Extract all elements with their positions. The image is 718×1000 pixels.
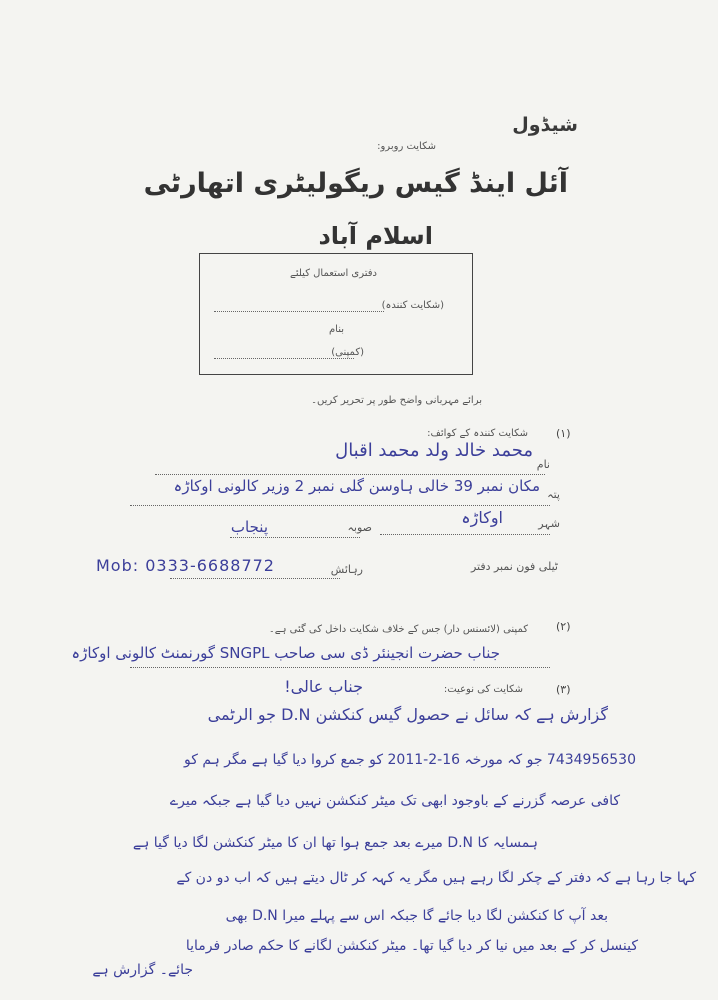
section1-label: شکایت کنندہ کے کوائف: (427, 428, 528, 439)
office-use-box (199, 253, 473, 375)
complaint-line-1: گزارش ہے کہ سائل نے حصول گیس کنکشن D.N جو الرٹمی (207, 705, 608, 724)
section2-number: (۲) (556, 620, 571, 633)
authority-title: آئل اینڈ گیس ریگولیٹری اتھارٹی (143, 168, 568, 199)
subject-to-label: شکایت روبرو: (377, 141, 436, 152)
city-dotted-line (380, 533, 550, 535)
complainant-dotted-line (214, 310, 384, 312)
complaint-line-4: ہمسایہ کا D.N میرے بعد جمع ہوا تھا ان کا میٹر کنکشن لگا دیا گیا ہے (132, 835, 538, 851)
salutation: جناب عالی! (284, 677, 363, 696)
phone-office-label: ٹیلی فون نمبر دفتر (470, 560, 558, 573)
city-title: اسلام آباد (318, 222, 433, 250)
complaint-line-7: کینسل کر کے بعد میں نیا کر دیا گیا تھا۔ میٹر کنکشن لگانے کا حکم صادر فرمایا (185, 938, 638, 954)
province-label: صوبہ (347, 521, 372, 534)
residence-dotted-line (170, 577, 340, 579)
address-dotted-line (130, 504, 550, 506)
instructions-note: برائے مہربانی واضح طور پر تحریر کریں۔ (311, 395, 482, 406)
city-value: اوکاڑہ (461, 508, 503, 527)
complainant-label: (شکایت کنندہ) (381, 300, 444, 311)
office-use-heading: دفتری استعمال کیلئے (289, 268, 377, 279)
complaint-line-6: بعد آپ کا کنکشن لگا دیا جائے گا جبکہ اس سے پہلے میرا D.N بھی (225, 908, 608, 924)
section3-number: (۳) (556, 683, 571, 696)
address-label: پتہ (547, 488, 560, 501)
section2-dotted-line (130, 666, 550, 668)
name-value: محمد خالد ولد محمد اقبال (335, 440, 533, 461)
company-label: (کمپنی) (331, 347, 364, 358)
section2-value: جناب حضرت انجینئر ڈی سی صاحب SNGPL گورنمنٹ کالونی اوکاڑہ (71, 644, 500, 662)
section3-label: شکایت کی نوعیت: (443, 684, 523, 695)
province-dotted-line (230, 536, 360, 538)
versus-label: بنام (328, 324, 344, 335)
section1-number: (۱) (556, 427, 571, 440)
address-value: مکان نمبر 39 خالی ہاوسن گلی نمبر 2 وزیر کالونی اوکاڑہ (173, 477, 540, 495)
schedule-heading: شیڈول (512, 114, 578, 136)
residence-label: رہائش (330, 563, 363, 576)
name-label: نام (536, 458, 550, 471)
city-label: شہر (538, 517, 560, 530)
complaint-line-5: کہا جا رہا ہے کہ دفتر کے چکر لگا رہے ہیں مگر یہ کہہ کر ٹال دیتے ہیں کہ اب دو دن کے (176, 870, 696, 886)
phone-value: Mob: 0333-6688772 (96, 556, 275, 575)
name-dotted-line (155, 473, 545, 475)
section2-label: کمپنی (لائسنس دار) جس کے خلاف شکایت داخل کی گئی ہے۔ (268, 624, 528, 635)
province-value: پنجاب (230, 518, 268, 536)
complaint-line-3: کافی عرصہ گزرنے کے باوجود ابھی تک میٹر کنکشن نہیں دیا گیا ہے جبکہ میرے (169, 793, 620, 809)
complaint-line-8: جائے۔ گزارش ہے (92, 962, 193, 978)
complaint-line-2: 7434956530 جو کہ مورخہ 16-2-2011 کو جمع کروا دیا گیا ہے مگر ہم کو (183, 752, 636, 768)
